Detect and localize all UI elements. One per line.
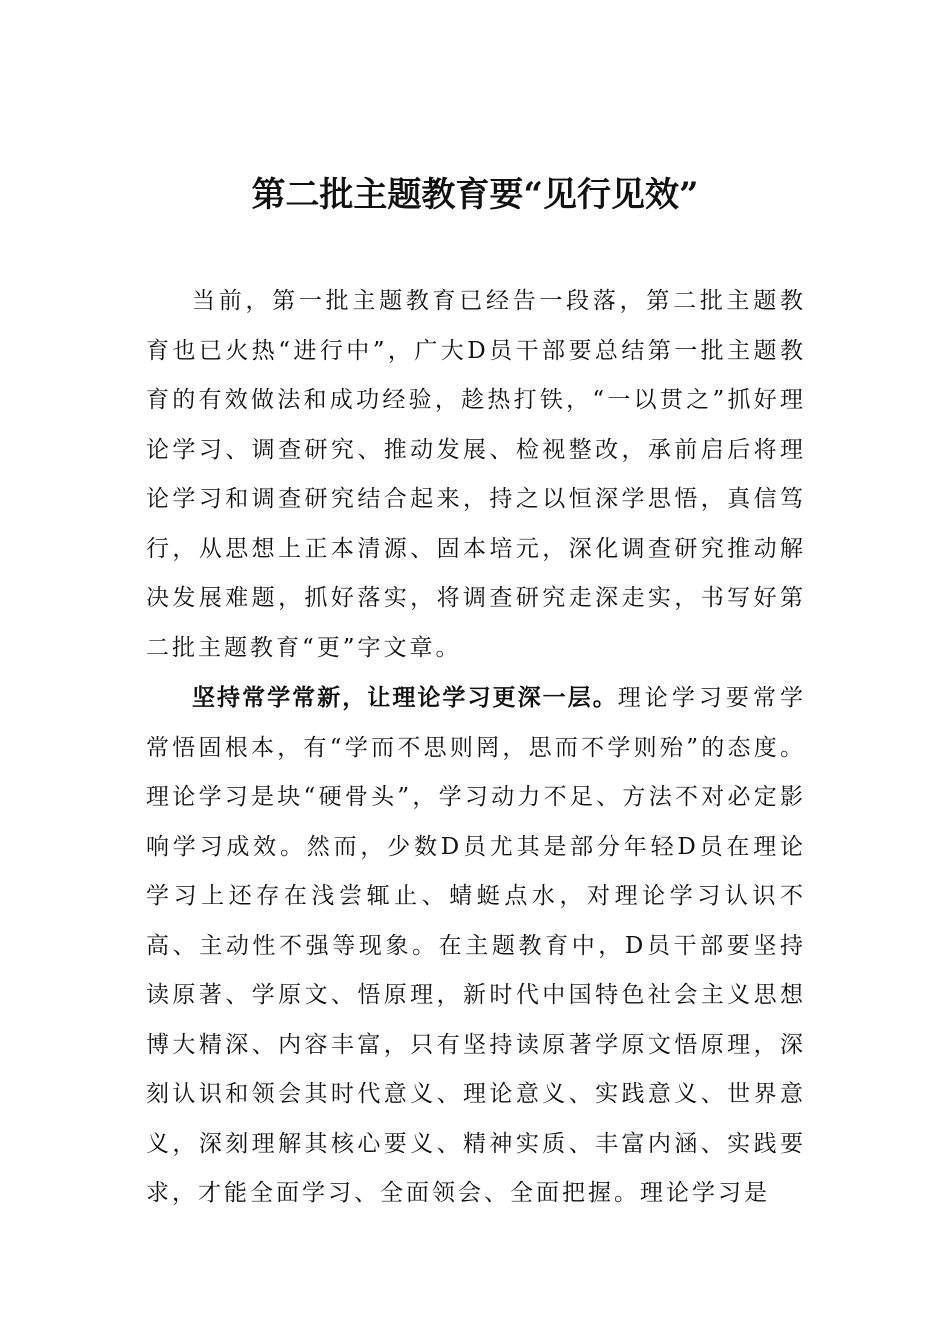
document-title: 第二批主题教育要“见行见效”	[251, 175, 699, 215]
paragraph-theory-study-text: 理论学习要常学常悟固根本，有“学而不思则罔，思而不学则殆”的态度。理论学习是块“硬骨头”，学习动力不足、方法不对必定影响学习成效。然而，少数D员尤其是部分年轻D员在理论学习上还存在浅尝辄止、蜻蜓点水，对理论学习认识不高、主动性不强等现象。在主题教育中，D员干部要坚持读原著、学原文、悟原理，新时代中国特色社会主义思想博大精深、内容丰富，只有坚持读原著学原文悟原理，深刻认识和领会其时代意义、理论意义、实践意义、世界意义，深刻理解其核心要义、精神实质、丰富内涵、实践要求，才能全面学习、全面领会、全面把握。理论学习是	[146, 685, 807, 1206]
document-body	[146, 277, 806, 1219]
paragraph-intro	[146, 277, 806, 673]
paragraph-theory-study	[146, 673, 806, 1219]
paragraph-theory-study-heading: 坚持常学常新，让理论学习更深一层。	[192, 684, 618, 711]
paragraph-intro-text: 当前，第一批主题教育已经告一段落，第二批主题教育也已火热“进行中”，广大D员干部要总结第一批主题教育的有效做法和成功经验，趁热打铁，“一以贯之”抓好理论学习、调查研究、推动发展、检视整改，承前启后将理论学习和调查研究结合起来，持之以恒深学思悟，真信笃行，从思想上正本清源、固本培元，深化调查研究推动解决发展难题，抓好落实，将调查研究走深走实，书写好第二批主题教育“更”字文章。	[146, 288, 806, 661]
